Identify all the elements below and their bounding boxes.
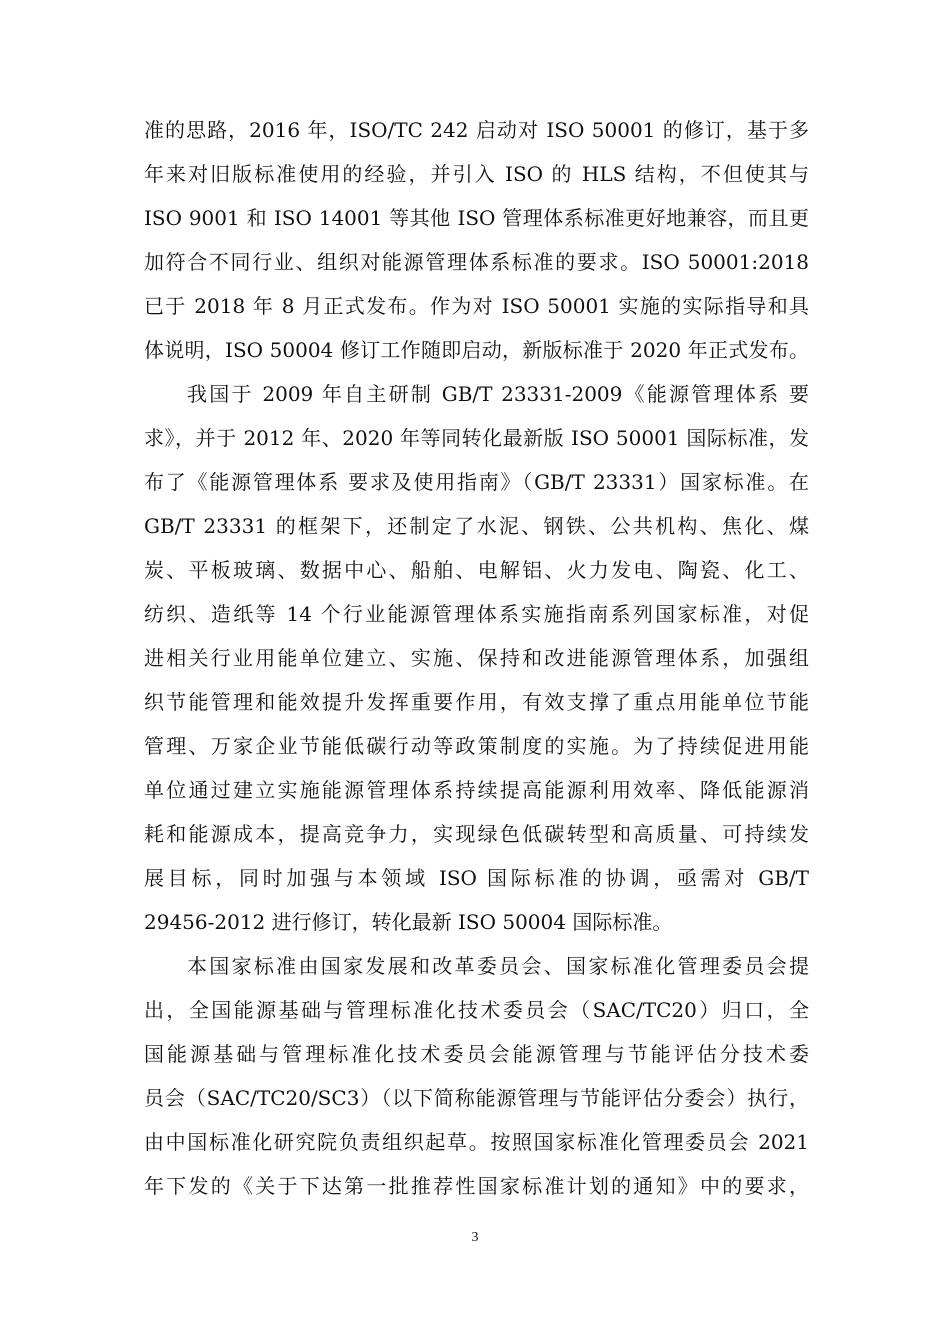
text-line: 年来对旧版标准使用的经验，并引入 ISO 的 HLS 结构，不但使其与 — [144, 162, 809, 186]
text-line: 耗和能源成本，提高竞争力，实现绿色低碳转型和高质量、可持续发 — [144, 822, 809, 846]
text-line: 体说明，ISO 50004 修订工作随即启动，新版标准于 2020 年正式发布。 — [144, 338, 809, 362]
text-line: 展目标，同时加强与本领域 ISO 国际标准的协调，亟需对 GB/T — [144, 866, 809, 890]
text-line: 加符合不同行业、组织对能源管理体系标准的要求。ISO 50001:2018 — [144, 250, 809, 274]
text-line: 由中国标准化研究院负责组织起草。按照国家标准化管理委员会 2021 — [144, 1130, 809, 1154]
text-line: 年下发的《关于下达第一批推荐性国家标准计划的通知》中的要求， — [144, 1174, 809, 1198]
text-line: 布了《能源管理体系 要求及使用指南》（GB/T 23331）国家标准。在 — [144, 470, 809, 494]
text-line: 单位通过建立实施能源管理体系持续提高能源利用效率、降低能源消 — [144, 778, 809, 802]
text-line: 求》，并于 2012 年、2020 年等同转化最新版 ISO 50001 国际标准，发 — [144, 426, 809, 450]
text-line: 已于 2018 年 8 月正式发布。作为对 ISO 50001 实施的实际指导和具 — [144, 294, 809, 318]
text-line: 进相关行业用能单位建立、实施、保持和改进能源管理体系，加强组 — [144, 646, 809, 670]
text-line: 国能源基础与管理标准化技术委员会能源管理与节能评估分技术委 — [144, 1042, 809, 1066]
text-line: 本国家标准由国家发展和改革委员会、国家标准化管理委员会提 — [187, 954, 809, 978]
page-number: 3 — [471, 1230, 479, 1245]
text-line: 纺织、造纸等 14 个行业能源管理体系实施指南系列国家标准，对促 — [144, 602, 809, 626]
text-line: 29456-2012 进行修订，转化最新 ISO 50004 国际标准。 — [144, 910, 673, 934]
text-line: 织节能管理和能效提升发挥重要作用，有效支撑了重点用能单位节能 — [144, 690, 809, 714]
text-line: 出，全国能源基础与管理标准化技术委员会（SAC/TC20）归口，全 — [144, 998, 809, 1022]
text-line: 我国于 2009 年自主研制 GB/T 23331-2009《能源管理体系 要 — [187, 382, 809, 406]
text-line: 准的思路，2016 年，ISO/TC 242 启动对 ISO 50001 的修订，基于多 — [144, 118, 809, 142]
text-line: GB/T 23331 的框架下，还制定了水泥、钢铁、公共机构、焦化、煤 — [144, 514, 809, 538]
text-line: 炭、平板玻璃、数据中心、船舶、电解铝、火力发电、陶瓷、化工、 — [144, 558, 809, 582]
text-line: ISO 9001 和 ISO 14001 等其他 ISO 管理体系标准更好地兼容，而且更 — [144, 206, 809, 230]
text-line: 管理、万家企业节能低碳行动等政策制度的实施。为了持续促进用能 — [144, 734, 809, 758]
text-line: 员会（SAC/TC20/SC3）（以下简称能源管理与节能评估分委会）执行， — [144, 1086, 809, 1110]
